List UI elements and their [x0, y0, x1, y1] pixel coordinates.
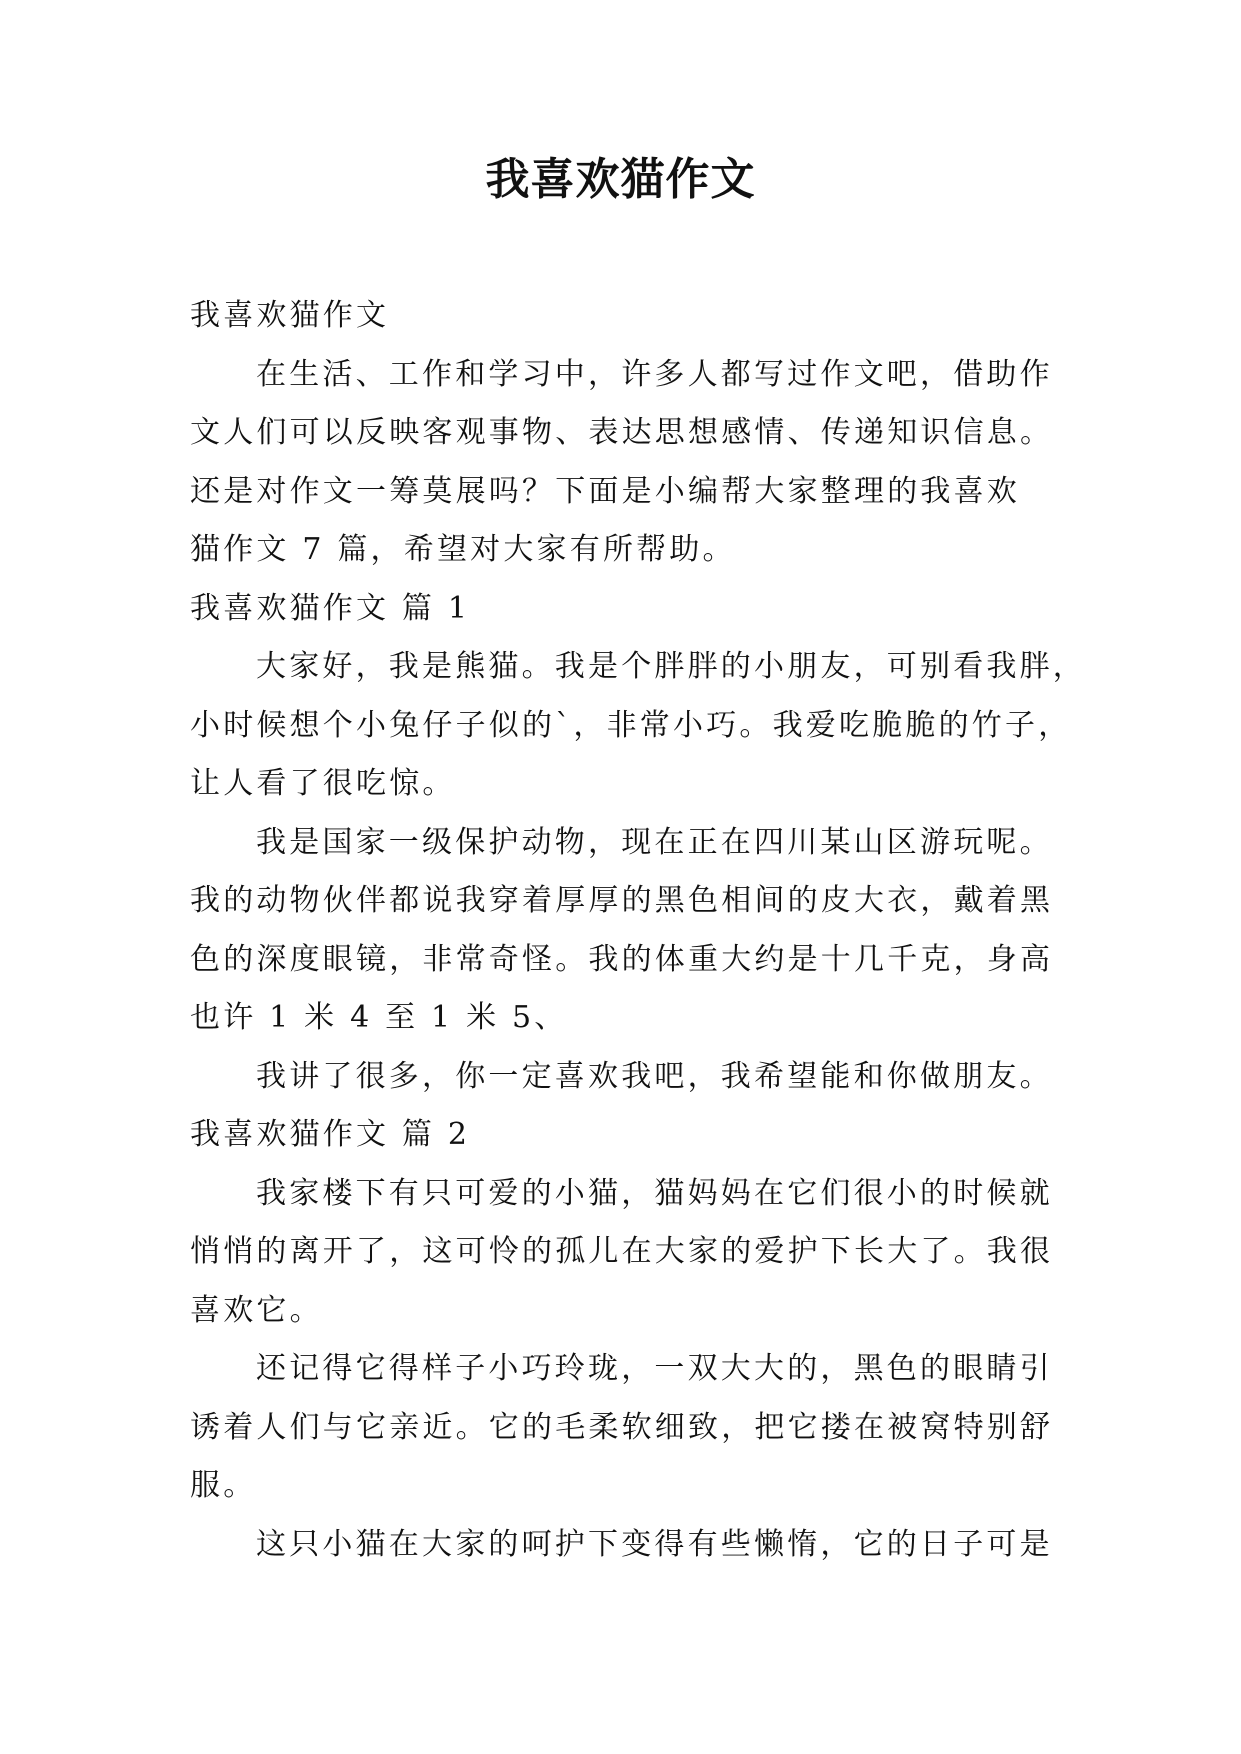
- body-line: 大家好，我是熊猫。我是个胖胖的小朋友，可别看我胖，: [256, 649, 1086, 684]
- body-line: 这只小猫在大家的呵护下变得有些懒惰，它的日子可是: [256, 1526, 1053, 1562]
- body-line: 还记得它得样子小巧玲珑，一双大大的，黑色的眼睛引: [256, 1351, 1053, 1386]
- body-line: 我讲了很多，你一定喜欢我吧，我希望能和你做朋友。: [256, 1058, 1053, 1094]
- document-body: [190, 287, 1086, 1574]
- document-title: 我喜欢猫作文: [485, 154, 756, 205]
- body-line: 色的深度眼镜，非常奇怪。我的体重大约是十几千克，身高: [190, 941, 1054, 977]
- body-line: 服。: [190, 1468, 257, 1503]
- body-line: 喜欢它。: [190, 1292, 323, 1328]
- section-heading: 我喜欢猫作文 篇 1: [190, 590, 471, 626]
- body-line: 悄悄的离开了，这可怜的孤儿在大家的爱护下长大了。我很: [190, 1234, 1054, 1269]
- body-line: 我喜欢猫作文: [190, 298, 390, 333]
- body-line: 小时候想个小兔仔子似的`，非常小巧。我爱吃脆脆的竹子，: [190, 707, 1072, 743]
- body-line: 我家楼下有只可爱的小猫，猫妈妈在它们很小的时候就: [256, 1175, 1053, 1211]
- body-line: 让人看了很吃惊。: [190, 766, 456, 801]
- body-line: 文人们可以反映客观事物、表达思想感情、传递知识信息。: [190, 415, 1054, 450]
- body-line: 也许 1 米 4 至 1 米 5、: [190, 1000, 568, 1035]
- body-line: 诱着人们与它亲近。它的毛柔软细致，把它搂在被窝特别舒: [190, 1409, 1054, 1445]
- body-line: 在生活、工作和学习中，许多人都写过作文吧，借助作: [256, 356, 1053, 392]
- body-line: 还是对作文一筹莫展吗？下面是小编帮大家整理的我喜欢: [190, 473, 1020, 509]
- section-heading: 我喜欢猫作文 篇 2: [190, 1117, 471, 1152]
- body-line: 猫作文 7 篇，希望对大家有所帮助。: [190, 532, 736, 567]
- body-line: 我是国家一级保护动物，现在正在四川某山区游玩呢。: [256, 824, 1053, 860]
- body-line: 我的动物伙伴都说我穿着厚厚的黑色相间的皮大衣，戴着黑: [190, 883, 1054, 918]
